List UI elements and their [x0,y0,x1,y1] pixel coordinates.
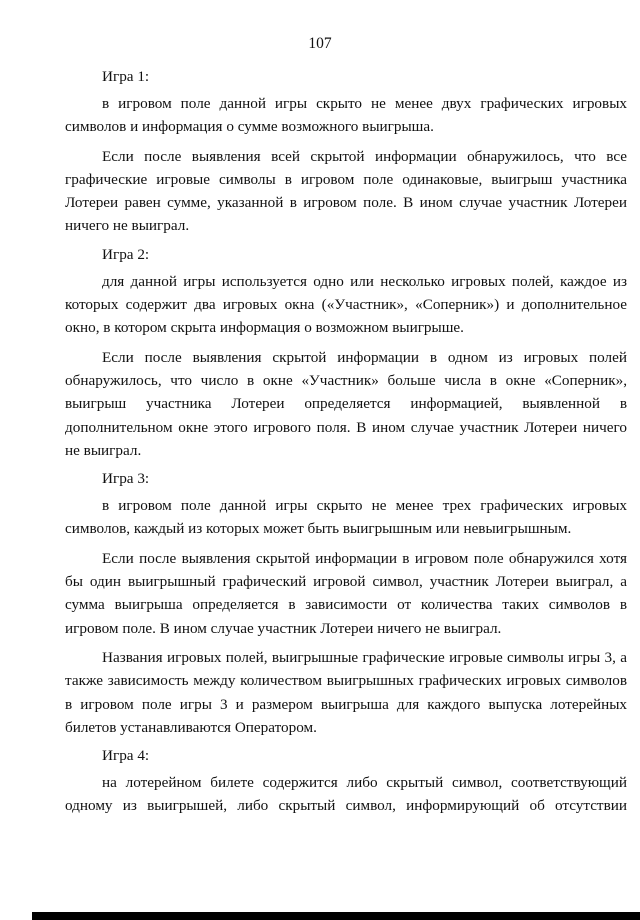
paragraph: для данной игры используется одно или несколько игровых полей, каждое из которых содержит два игровых окна («Участник», «Соперник») и дополнительное окно, в котором скрыта информация о возможном выигрыше. [65,272,627,337]
section-game-3 [65,468,627,739]
section-heading: Игра 1: [102,68,150,85]
section-heading: Игра 3: [102,470,150,488]
paragraph: в игровом поле данной игры скрыто не менее двух графических игровых символов и информация о сумме возможного выигрыша. [65,95,627,136]
paragraph: Названия игровых полей, выигрышные графические игровые символы игры 3, а также зависимость между количеством выигрышных графических игровых символов в игровом поле игры 3 и размером выигрыша для каждого выпуска лотерейных билетов устанавливаются Оператором. [65,648,627,736]
section-game-2 [65,244,627,462]
section-heading: Игра 4: [102,747,150,765]
document-body [65,66,627,824]
page-number: 107 [308,35,332,52]
scan-corner-mark [613,913,640,920]
paragraph: на лотерейном билете содержится либо скрытый символ, соответствующий одному из выигрышей, либо скрытый символ, информирующий об отсутствии [65,774,627,815]
paragraph: Если после выявления скрытой информации в одном из игровых полей обнаружилось, что число в окне «Участник» больше числа в окне «Соперник», выигрыш участника Лотереи определяется информацией, выявленной в дополнительном окне этого игрового поля. В ином случае участник Лотереи ничего не выиграл. [65,348,627,459]
paragraph: Если после выявления всей скрытой информации обнаружилось, что все графические игровые символы в игровом поле одинаковые, выигрыш участника Лотереи равен сумме, указанной в игровом поле. В ином случае участник Лотереи ничего не выиграл. [65,147,627,235]
section-game-4 [65,745,627,818]
paragraph: Если после выявления скрытой информации в игровом поле обнаружился хотя бы один выигрышный графический игровой символ, участник Лотереи выиграл, а сумма выигрыша определяется в зависимости от количества таких символов в игровом поле. В ином случае участник Лотереи ничего не выиграл. [65,549,627,637]
section-heading: Игра 2: [102,245,150,263]
section-game-1 [65,66,627,238]
scan-bottom-edge [32,912,640,920]
paragraph: в игровом поле данной игры скрыто не менее трех графических игровых символов, каждый из которых может быть выигрышным или невыигрышным. [65,497,627,538]
